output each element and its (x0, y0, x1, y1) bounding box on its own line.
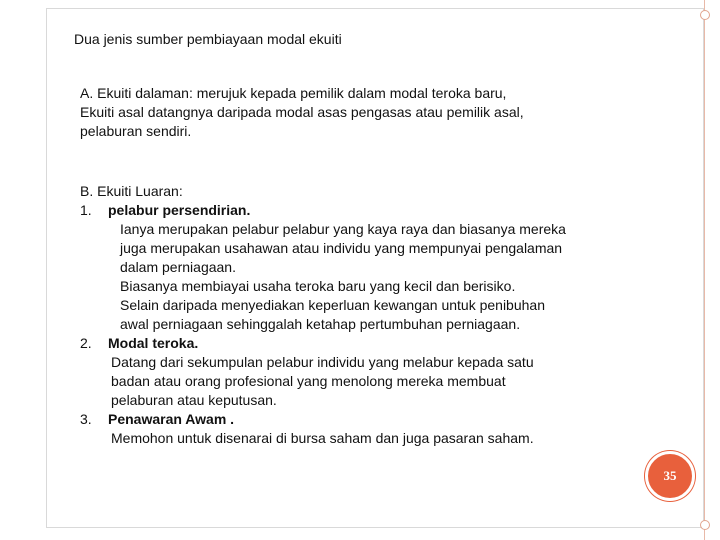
section-a-line-3: pelaburan sendiri. (80, 123, 192, 139)
slide-title: Dua jenis sumber pembiayaan modal ekuiti (74, 31, 342, 47)
item-line: Memohon untuk disenarai di bursa saham dan juga pasaran saham. (111, 430, 534, 446)
list-item (80, 410, 660, 429)
section-a-line-2: Ekuiti asal datangnya daripada modal asas pengasas atau pemilik asal, (80, 104, 524, 120)
item-number: 3. (80, 411, 92, 427)
item-line: juga merupakan usahawan atau individu yang mempunyai pengalaman (120, 240, 563, 256)
section-a (80, 84, 640, 141)
item-number: 2. (80, 335, 92, 351)
item-line: badan atau orang profesional yang menolong mereka membuat (111, 373, 506, 389)
item-line: Datang dari sekumpulan pelabur individu yang melabur kepada satu (111, 354, 534, 370)
decorative-dot (700, 520, 710, 530)
section-a-line-1 (80, 84, 640, 103)
item-line: awal perniagaan sehinggalah ketahap pertumbuhan perniagaan. (120, 316, 521, 332)
item-line: Selain daripada menyediakan keperluan kewangan untuk penibuhan (120, 297, 545, 313)
page-number-badge (645, 451, 695, 501)
item-line: dalam perniagaan. (120, 259, 236, 275)
decorative-rule (704, 0, 705, 540)
list-item (80, 201, 660, 220)
section-b (80, 182, 660, 448)
item-number: 1. (80, 202, 92, 218)
page-number: 35 (663, 468, 677, 483)
section-a-text: merujuk kepada pemilik dalam modal teroka baru, (192, 85, 507, 101)
item-title: Modal teroka. (108, 335, 199, 351)
section-a-heading: A. Ekuiti dalaman: (80, 85, 193, 101)
item-line: pelaburan atau keputusan. (111, 392, 277, 408)
list-item (80, 334, 660, 353)
item-title: pelabur persendirian. (108, 202, 251, 218)
item-line: Ianya merupakan pelabur pelabur yang kaya raya dan biasanya mereka (120, 221, 566, 237)
decorative-dot (700, 10, 710, 20)
item-line: Biasanya membiayai usaha teroka baru yang kecil dan berisiko. (120, 278, 516, 294)
item-title: Penawaran Awam . (108, 411, 235, 427)
section-b-heading: B. Ekuiti Luaran: (80, 183, 183, 199)
